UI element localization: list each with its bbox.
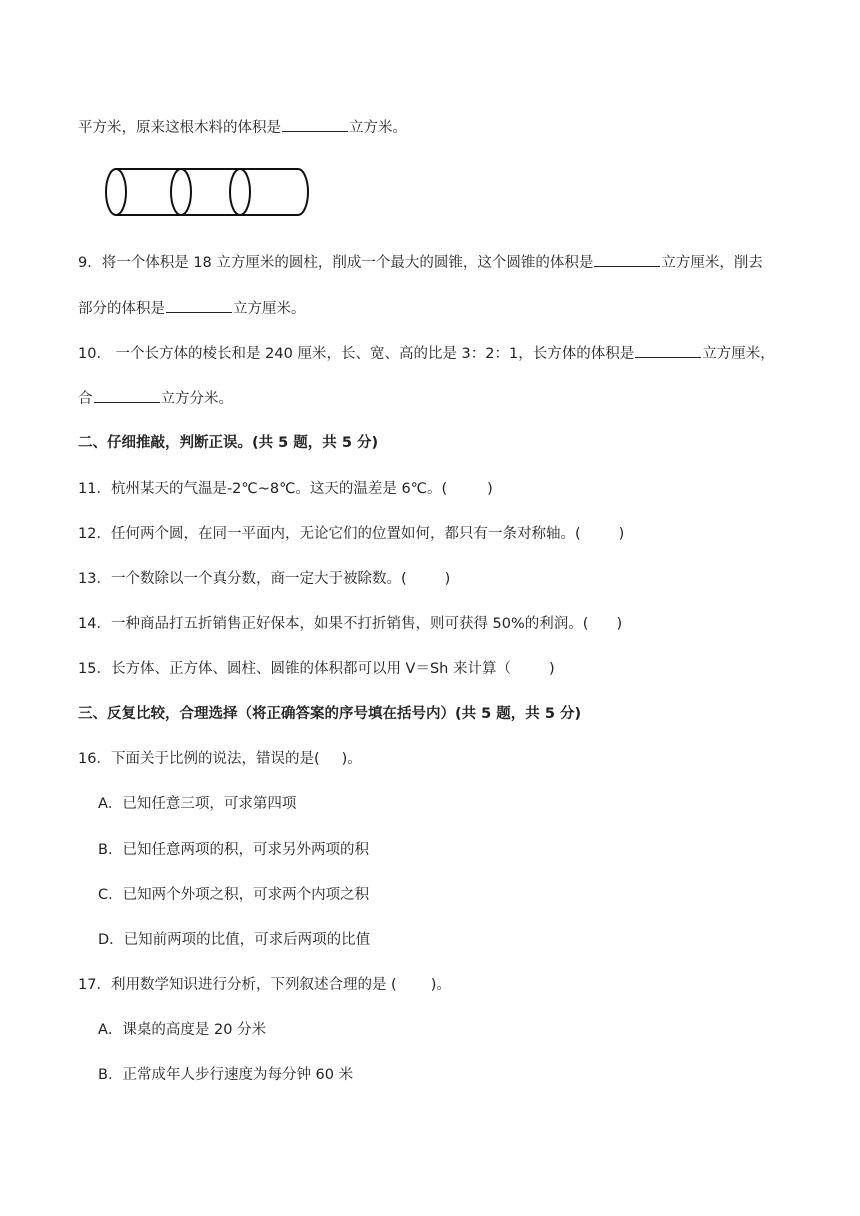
- answer-blank[interactable]: [94, 388, 160, 403]
- question-9: 9．将一个体积是 18 立方厘米的圆柱，削成一个最大的圆锥，这个圆锥的体积是 立方厘米，削去: [78, 252, 763, 274]
- q16-option-c: C．已知两个外项之积，可求两个内项之积: [98, 887, 370, 903]
- section-2-heading: 二、仔细推敲，判断正误。(共 5 题，共 5 分): [78, 435, 379, 451]
- q16-option-d: D．已知前两项的比值，可求后两项的比值: [98, 932, 371, 948]
- answer-blank[interactable]: [635, 343, 701, 358]
- q8-continuation: 平方米，原来这根木料的体积是 立方米。: [78, 117, 407, 139]
- answer-blank[interactable]: [594, 252, 660, 267]
- question-16: 16．下面关于比例的说法，错误的是( )。: [78, 751, 362, 767]
- question-10-continued: 合 立方分米。: [78, 388, 233, 410]
- section-3-heading: 三、反复比较，合理选择（将正确答案的序号填在括号内）(共 5 题，共 5 分): [78, 706, 582, 722]
- question-12: 12．任何两个圆，在同一平面内，无论它们的位置如何，都只有一条对称轴。( ): [78, 526, 625, 542]
- question-17: 17．利用数学知识进行分析，下列叙述合理的是 ( )。: [78, 977, 451, 993]
- q16-option-b: B．已知任意两项的积，可求另外两项的积: [98, 842, 369, 858]
- answer-blank[interactable]: [282, 117, 348, 132]
- question-11: 11．杭州某天的气温是-2℃~8℃。这天的温差是 6℃。( ): [78, 481, 493, 497]
- q17-option-b: B．正常成年人步行速度为每分钟 60 米: [98, 1067, 354, 1083]
- question-13: 13．一个数除以一个真分数，商一定大于被除数。( ): [78, 571, 451, 587]
- q17-option-a: A．课桌的高度是 20 分米: [98, 1022, 267, 1038]
- question-14: 14．一种商品打五折销售正好保本，如果不打折销售，则可获得 50%的利润。( ): [78, 616, 623, 632]
- log-cylinder-figure: [100, 164, 314, 220]
- question-10: 10． 一个长方体的棱长和是 240 厘米，长、宽、高的比是 3：2：1，长方体的体积是 立方厘米，: [78, 343, 775, 365]
- q16-option-a: A．已知任意三项，可求第四项: [98, 796, 297, 812]
- answer-blank[interactable]: [166, 298, 232, 313]
- question-15: 15．长方体、正方体、圆柱、圆锥的体积都可以用 V＝Sh 来计算（ ): [78, 661, 555, 677]
- question-9-continued: 部分的体积是 立方厘米。: [78, 298, 306, 320]
